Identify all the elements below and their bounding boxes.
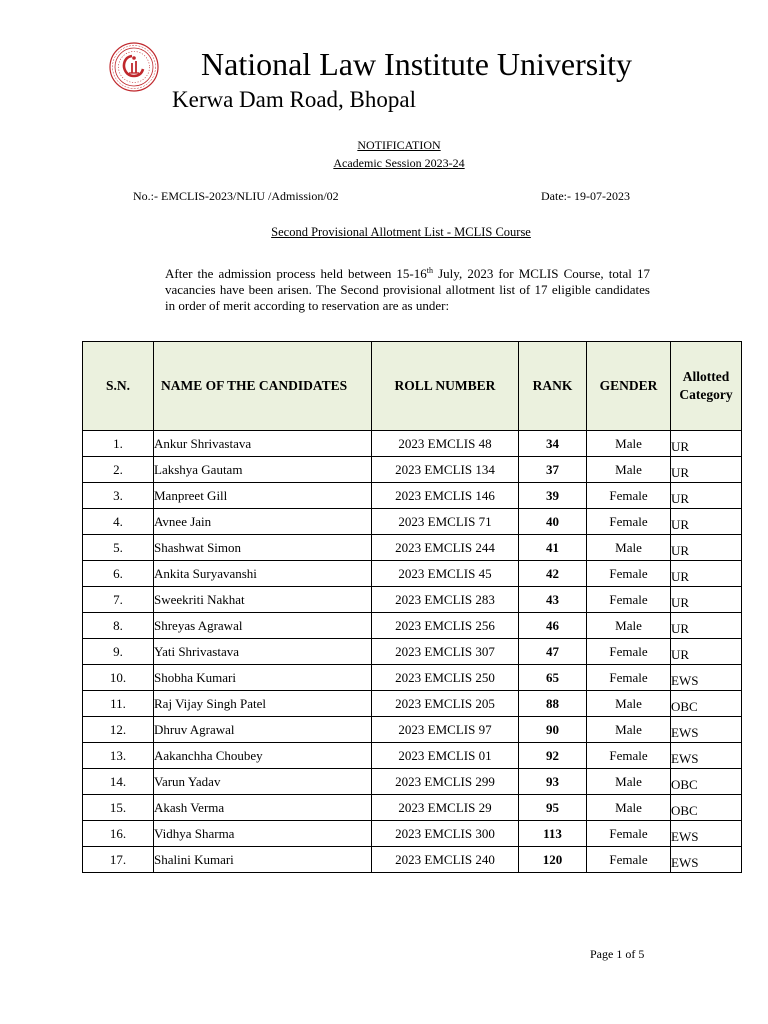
cell-sn: 13. (83, 743, 154, 769)
nliu-seal-icon (108, 42, 160, 92)
cell-roll-number: 2023 EMCLIS 71 (372, 509, 519, 535)
cell-category: UR (671, 561, 742, 587)
cell-candidate-name: Shreyas Agrawal (154, 613, 372, 639)
cell-gender: Male (587, 535, 671, 561)
cell-roll-number: 2023 EMCLIS 256 (372, 613, 519, 639)
cell-rank: 46 (519, 613, 587, 639)
table-row (83, 561, 742, 587)
cell-candidate-name: Sweekriti Nakhat (154, 587, 372, 613)
cell-category: EWS (671, 743, 742, 769)
cell-candidate-name: Ankur Shrivastava (154, 431, 372, 457)
table-row (83, 743, 742, 769)
academic-session: Academic Session 2023-24 (333, 156, 465, 170)
cell-roll-number: 2023 EMCLIS 283 (372, 587, 519, 613)
university-name: National Law Institute University (201, 46, 633, 82)
cell-rank: 34 (519, 431, 587, 457)
table-row (83, 665, 742, 691)
cell-category: UR (671, 639, 742, 665)
cell-roll-number: 2023 EMCLIS 01 (372, 743, 519, 769)
intro-text-end: July, 2023 for MCLIS Course, total 17 vacancies have been arisen. The Second provisional allotment list of 17 eligible candidates in order of merit according to reservation are as under: (165, 266, 650, 313)
table-row (83, 769, 742, 795)
cell-gender: Male (587, 691, 671, 717)
col-header-roll-number: ROLL NUMBER (372, 342, 519, 431)
cell-roll-number: 2023 EMCLIS 299 (372, 769, 519, 795)
cell-candidate-name: Yati Shrivastava (154, 639, 372, 665)
cell-candidate-name: Shobha Kumari (154, 665, 372, 691)
table-row (83, 847, 742, 873)
cell-gender: Male (587, 795, 671, 821)
table-row (83, 483, 742, 509)
cell-gender: Female (587, 821, 671, 847)
cell-candidate-name: Manpreet Gill (154, 483, 372, 509)
cell-category: EWS (671, 847, 742, 873)
table-row (83, 587, 742, 613)
cell-gender: Male (587, 769, 671, 795)
col-header-rank: RANK (519, 342, 587, 431)
cell-category: UR (671, 457, 742, 483)
cell-category: UR (671, 535, 742, 561)
col-header-category: Allotted Category (671, 342, 742, 431)
cell-sn: 4. (83, 509, 154, 535)
table-row (83, 691, 742, 717)
cell-category: EWS (671, 665, 742, 691)
col-header-name: NAME OF THE CANDIDATES (154, 342, 372, 431)
cell-category: UR (671, 431, 742, 457)
cell-rank: 43 (519, 587, 587, 613)
allotment-table (82, 341, 742, 873)
col-header-sn: S.N. (83, 342, 154, 431)
cell-rank: 41 (519, 535, 587, 561)
allotment-list-title: Second Provisional Allotment List - MCLIS Course (271, 225, 531, 239)
table-row (83, 535, 742, 561)
cell-roll-number: 2023 EMCLIS 240 (372, 847, 519, 873)
cell-category: OBC (671, 769, 742, 795)
cell-candidate-name: Ankita Suryavanshi (154, 561, 372, 587)
cell-roll-number: 2023 EMCLIS 146 (372, 483, 519, 509)
cell-gender: Female (587, 509, 671, 535)
cell-gender: Female (587, 639, 671, 665)
table-row (83, 717, 742, 743)
cell-rank: 40 (519, 509, 587, 535)
cell-candidate-name: Lakshya Gautam (154, 457, 372, 483)
cell-roll-number: 2023 EMCLIS 48 (372, 431, 519, 457)
cell-sn: 16. (83, 821, 154, 847)
col-header-gender: GENDER (587, 342, 671, 431)
cell-candidate-name: Raj Vijay Singh Patel (154, 691, 372, 717)
cell-sn: 17. (83, 847, 154, 873)
notification-title: NOTIFICATION (357, 138, 441, 152)
cell-roll-number: 2023 EMCLIS 307 (372, 639, 519, 665)
cell-candidate-name: Shalini Kumari (154, 847, 372, 873)
table-header-row (83, 342, 742, 431)
table-row (83, 613, 742, 639)
cell-sn: 6. (83, 561, 154, 587)
table-row (83, 457, 742, 483)
cell-candidate-name: Vidhya Sharma (154, 821, 372, 847)
cell-candidate-name: Avnee Jain (154, 509, 372, 535)
notification-date: Date:- 19-07-2023 (541, 189, 630, 203)
cell-sn: 3. (83, 483, 154, 509)
cell-rank: 47 (519, 639, 587, 665)
table-row (83, 795, 742, 821)
cell-category: UR (671, 613, 742, 639)
cell-rank: 93 (519, 769, 587, 795)
cell-sn: 14. (83, 769, 154, 795)
cell-sn: 15. (83, 795, 154, 821)
cell-gender: Female (587, 587, 671, 613)
intro-superscript: th (426, 266, 433, 275)
cell-sn: 11. (83, 691, 154, 717)
cell-gender: Female (587, 665, 671, 691)
cell-category: UR (671, 587, 742, 613)
cell-category: OBC (671, 691, 742, 717)
cell-gender: Female (587, 561, 671, 587)
cell-roll-number: 2023 EMCLIS 134 (372, 457, 519, 483)
cell-candidate-name: Aakanchha Choubey (154, 743, 372, 769)
university-address: Kerwa Dam Road, Bhopal (172, 87, 416, 112)
cell-rank: 90 (519, 717, 587, 743)
cell-rank: 88 (519, 691, 587, 717)
cell-candidate-name: Akash Verma (154, 795, 372, 821)
cell-gender: Male (587, 717, 671, 743)
cell-roll-number: 2023 EMCLIS 250 (372, 665, 519, 691)
cell-rank: 37 (519, 457, 587, 483)
page-number: Page 1 of 5 (590, 947, 645, 961)
table-row (83, 639, 742, 665)
cell-rank: 39 (519, 483, 587, 509)
cell-sn: 7. (83, 587, 154, 613)
reference-number: No.:- EMCLIS-2023/NLIU /Admission/02 (133, 189, 339, 203)
cell-sn: 10. (83, 665, 154, 691)
cell-sn: 9. (83, 639, 154, 665)
cell-category: OBC (671, 795, 742, 821)
cell-roll-number: 2023 EMCLIS 244 (372, 535, 519, 561)
cell-candidate-name: Varun Yadav (154, 769, 372, 795)
cell-gender: Male (587, 431, 671, 457)
cell-rank: 95 (519, 795, 587, 821)
table-row (83, 821, 742, 847)
cell-sn: 8. (83, 613, 154, 639)
cell-candidate-name: Dhruv Agrawal (154, 717, 372, 743)
cell-gender: Female (587, 743, 671, 769)
intro-paragraph (165, 266, 650, 314)
intro-text-start: After the admission process held between 15-16 (165, 266, 427, 281)
table-row (83, 431, 742, 457)
cell-roll-number: 2023 EMCLIS 205 (372, 691, 519, 717)
cell-sn: 1. (83, 431, 154, 457)
cell-category: EWS (671, 821, 742, 847)
cell-sn: 12. (83, 717, 154, 743)
cell-rank: 113 (519, 821, 587, 847)
cell-candidate-name: Shashwat Simon (154, 535, 372, 561)
cell-category: UR (671, 483, 742, 509)
cell-roll-number: 2023 EMCLIS 45 (372, 561, 519, 587)
cell-rank: 120 (519, 847, 587, 873)
table-body (83, 431, 742, 873)
cell-sn: 2. (83, 457, 154, 483)
cell-gender: Female (587, 847, 671, 873)
cell-category: UR (671, 509, 742, 535)
cell-roll-number: 2023 EMCLIS 97 (372, 717, 519, 743)
cell-gender: Female (587, 483, 671, 509)
cell-sn: 5. (83, 535, 154, 561)
cell-roll-number: 2023 EMCLIS 29 (372, 795, 519, 821)
cell-category: EWS (671, 717, 742, 743)
cell-rank: 92 (519, 743, 587, 769)
cell-roll-number: 2023 EMCLIS 300 (372, 821, 519, 847)
cell-gender: Male (587, 457, 671, 483)
table-row (83, 509, 742, 535)
cell-rank: 65 (519, 665, 587, 691)
cell-gender: Male (587, 613, 671, 639)
cell-rank: 42 (519, 561, 587, 587)
